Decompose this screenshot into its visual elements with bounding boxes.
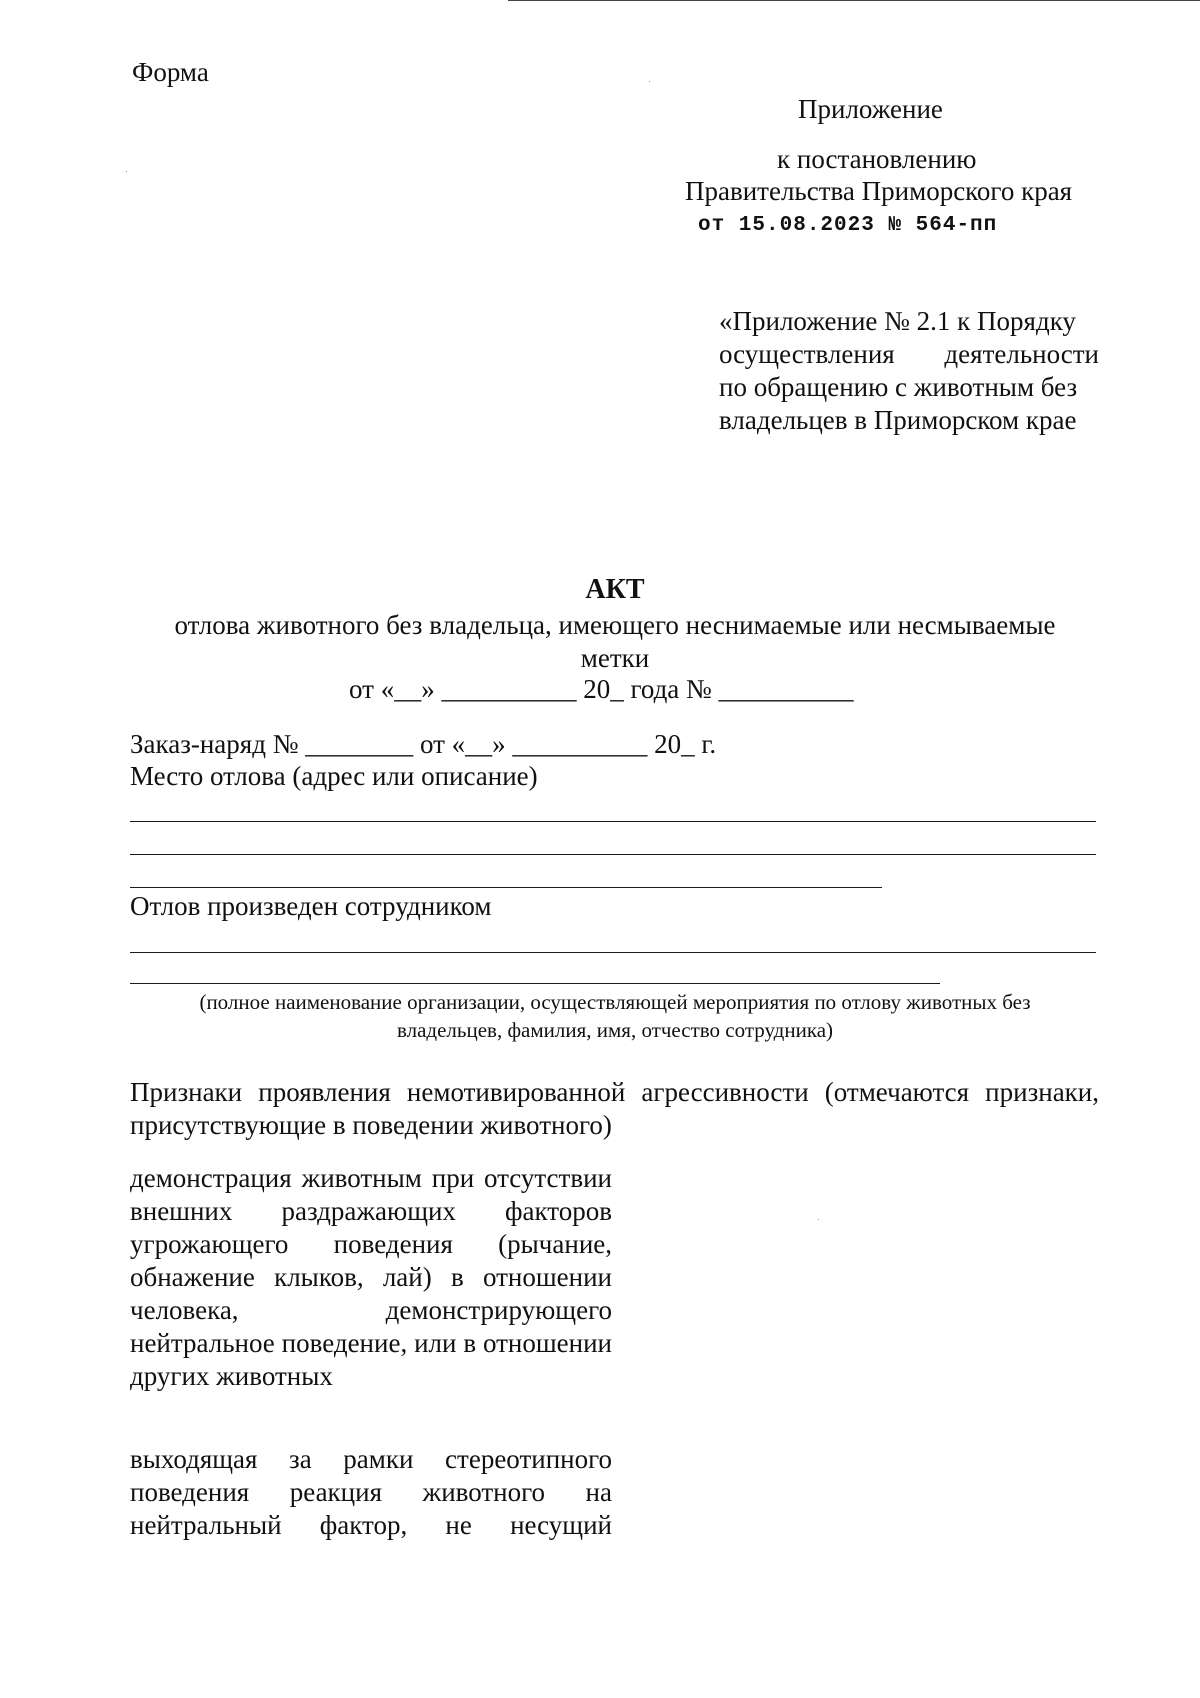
scan-speck <box>126 171 127 172</box>
captured-by-blank-line-1 <box>130 952 1096 953</box>
aggression-sign-1: демонстрация животным при отсутствии внешних раздражающих факторов угрожающего поведения (рычание, обнажение клыков, лай) в отношении человека, демонстрирующего нейтральное поведение, или в отношении других животных <box>130 1163 612 1391</box>
scan-speck <box>649 81 650 82</box>
aggression-sign-2: выходящая за рамки стереотипного поведения реакция животного на нейтральный фактор, не несущий <box>130 1444 612 1540</box>
form-label: Форма <box>132 57 209 87</box>
organization-note-line-2: владельцев, фамилия, имя, отчество сотрудника) <box>396 1018 834 1042</box>
top-edge-line <box>508 0 1200 1</box>
act-subtitle-line-2: метки <box>580 643 650 673</box>
order-number-line: Заказ-наряд № ________ от «__» __________ 20_ г. <box>130 729 717 759</box>
resolution-date-number: от 15.08.2023 № 564-пп <box>698 214 998 237</box>
annex-line-1: «Приложение № 2.1 к Порядку <box>719 306 1076 336</box>
organization-note-line-1: (полное наименование организации, осуществляющей мероприятия по отлову животных без <box>199 990 1031 1014</box>
capture-place-blank-line-2 <box>130 854 1096 855</box>
captured-by-label: Отлов произведен сотрудником <box>130 891 492 921</box>
act-date-number-line: от «__» __________ 20_ года № __________ <box>349 674 854 704</box>
annex-line-4: владельцев в Приморском крае <box>719 405 1077 435</box>
appendix-label: Приложение <box>798 94 943 124</box>
capture-place-label: Место отлова (адрес или описание) <box>130 761 538 791</box>
government-label: Правительства Приморского края <box>685 176 1073 206</box>
annex-line-3: по обращению с животным без <box>719 372 1078 402</box>
annex-line-2: осуществления деятельности <box>719 339 1099 369</box>
capture-place-blank-line-3 <box>130 887 882 888</box>
scan-speck <box>818 1219 819 1220</box>
capture-place-blank-line-1 <box>130 821 1096 822</box>
aggression-signs-intro: Признаки проявления немотивированной агрессивности (отмечаются признаки, присутствующие в поведении животного) <box>130 1077 1099 1140</box>
captured-by-blank-line-2 <box>130 983 940 984</box>
resolution-label: к постановлению <box>777 144 977 174</box>
act-heading: АКТ <box>585 574 645 605</box>
act-subtitle-line-1: отлова животного без владельца, имеющего неснимаемые или несмываемые <box>174 610 1056 640</box>
